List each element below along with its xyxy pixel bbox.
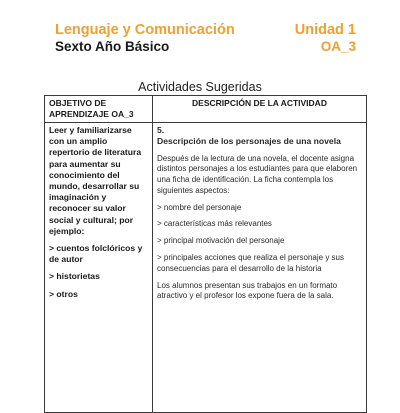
objective-item: > historietas xyxy=(49,271,100,282)
objective-item: > otros xyxy=(49,288,78,299)
activity-number: 5. xyxy=(157,125,165,135)
description-column-header: DESCRIPCIÓN DE LA ACTIVIDAD xyxy=(153,96,367,123)
header-right xyxy=(295,22,356,55)
activity-bullet: > características más relevantes xyxy=(157,219,272,229)
section-title: Actividades Sugeridas xyxy=(138,80,262,94)
grade-title: Sexto Año Básico xyxy=(55,39,170,54)
subject-title: Lenguaje y Comunicación xyxy=(55,22,235,38)
activity-title: Descripción de los personajes de una novela xyxy=(157,135,341,146)
unit-label: Unidad 1 xyxy=(294,22,356,38)
description-cell xyxy=(153,123,367,413)
activity-bullet: > principal motivación del personaje xyxy=(157,236,285,246)
activity-bullet: > principales acciones que realiza el personaje y sus consecuencias para el desarrollo de la historia xyxy=(157,253,344,273)
activity-closing: Los alumnos presentan sus trabajos en un formato atractivo y el profesor los expone fuera de la sala. xyxy=(157,280,338,301)
objective-cell xyxy=(45,123,153,413)
table-row xyxy=(45,123,367,413)
objective-column-header: OBJETIVO DE APRENDIZAJE OA_3 xyxy=(45,96,153,123)
objective-intro: Leer y familiarizarse con un amplio repertorio de literatura para aumentar su conocimiento del mundo, desarrollar su imaginación y reconocer su valor social y cultural; por ejemplo: xyxy=(49,125,142,236)
objective-code: OA_3 xyxy=(320,39,356,54)
activity-table xyxy=(44,95,367,413)
table-header-row xyxy=(45,96,367,123)
header-left xyxy=(55,22,235,55)
objective-item: > cuentos folclóricos y de autor xyxy=(49,243,143,265)
activity-bullet: > nombre del personaje xyxy=(157,202,242,212)
activity-intro: Después de la lectura de una novela, el docente asigna distintos personajes a los estudiantes para que elaboren una ficha de identificación. La ficha contempla los siguientes aspectos: xyxy=(157,153,358,195)
